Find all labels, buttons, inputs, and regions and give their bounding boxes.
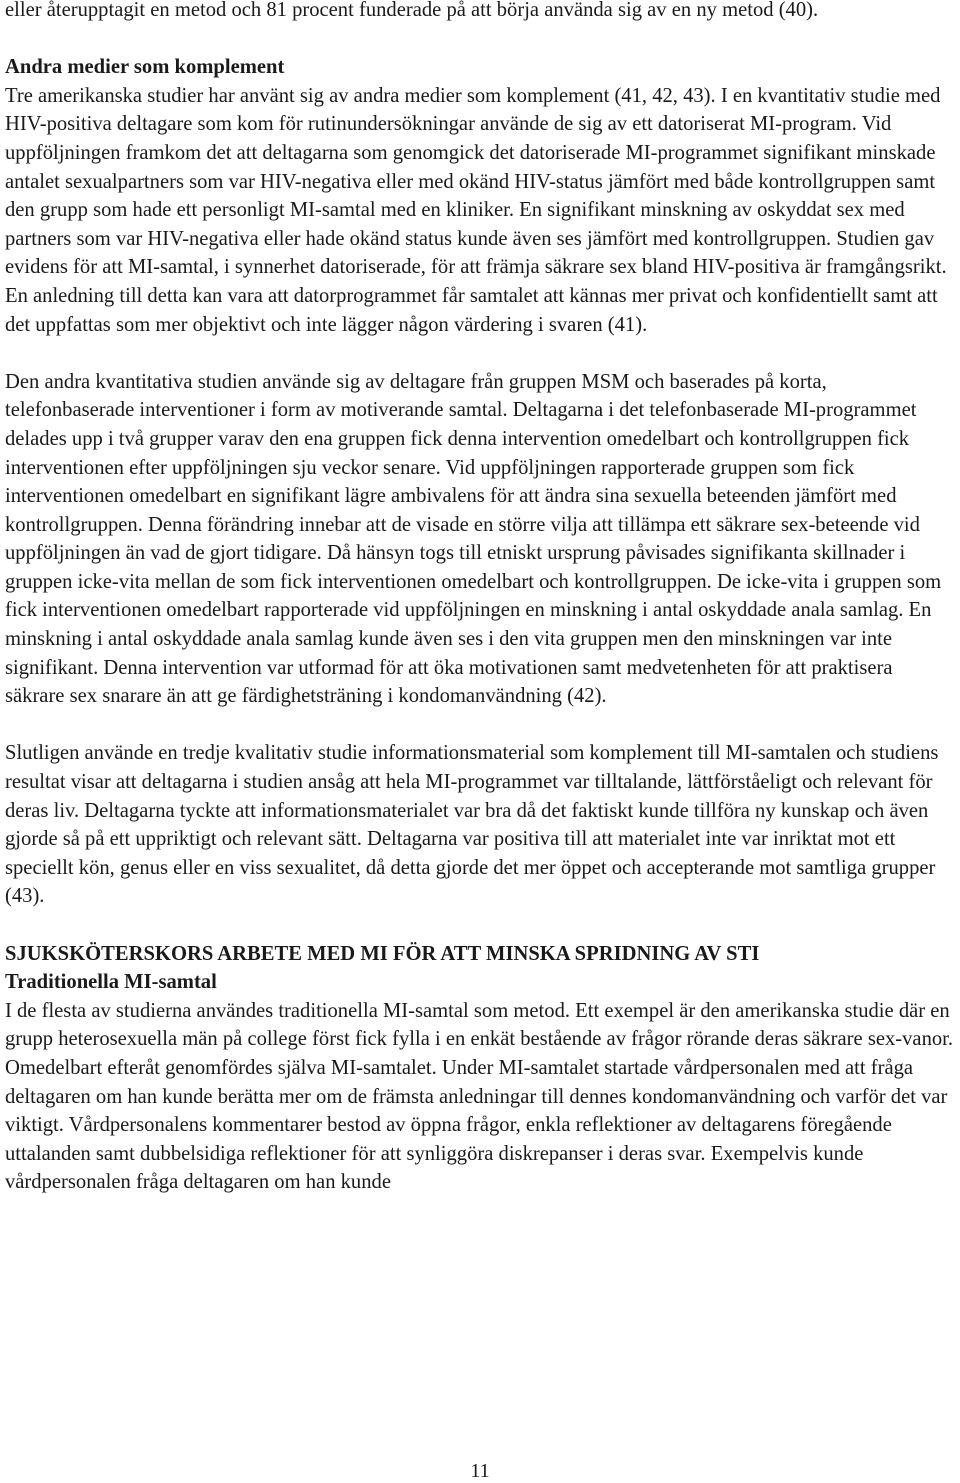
chapter-heading-sjukskoterskors-arbete: SJUKSKÖTERSKORS ARBETE MED MI FÖR ATT MINSKA SPRIDNING AV STI: [5, 942, 760, 965]
paragraph-telefonbaserade: Den andra kvantitativa studien använde sig av deltagare från gruppen MSM och baserades på korta, telefonbaserade interventioner i form av motiverande samtal. Deltagarna i det telefonbaserade MI-programmet delades upp i två grupper varav den ena gruppen fick denna intervention omedelbart och kontrollgruppen fick interventionen efter uppföljningen sju veckor senare. Vid uppföljningen rapporterade gruppen som fick interventionen omedelbart en signifikant lägre ambivalens för att ändra sina sexuella beteenden jämfört med kontrollgruppen. Denna förändring innebar att de visade en större vilja att tillämpa ett säkrare sex-beteende vid uppföljningen än vad de gjort tidigare. Då hänsyn togs till etniskt ursprung påvisades signifikanta skillnader i gruppen icke-vita mellan de som fick interventionen omedelbart och kontrollgruppen. De icke-vita i gruppen som fick interventionen omedelbart rapporterade vid uppföljningen en minskning i antal oskyddade anala samlag. En minskning i antal oskyddade anala samlag kunde även ses i den vita gruppen men den minskningen var inte signifikant. Denna intervention var utformad för att öka motivationen samt medvetenheten för att praktisera säkrare sex snarare än att ge färdighetsträning i kondomanvändning (42).: [5, 370, 942, 708]
paragraph-gap: [5, 25, 957, 54]
document-page: [5, 0, 957, 1197]
paragraph-datoriserat-mi: Tre amerikanska studier har använt sig av andra medier som komplement (41, 42, 43). I en kvantitativ studie med HIV-positiva deltagare som kom för rutinundersökningar använde de sig av ett datoriserat MI-program. Vid uppföljningen framkom det att deltagarna som genomgick det datoriserade MI-programmet signifikant minskade antalet sexualpartners som var HIV-negativa eller med okänd HIV-status jämfört med både kontrollgruppen samt den grupp som hade ett personligt MI-samtal med en kliniker. En signifikant minskning av oskyddat sex med partners som var HIV-negativa eller hade okänd status kunde även ses jämfört med kontrollgruppen. Studien gav evidens för att MI-samtal, i synnerhet datoriserade, för att främja säkrare sex bland HIV-positiva är framgångsrikt. En anledning till detta kan vara att datorprogrammet får samtalet att kännas mer privat och konfidentiellt samt att det uppfattas som mer objektivt och inte lägger någon värdering i svaren (41).: [5, 84, 947, 336]
page-number: 11: [470, 1460, 490, 1482]
section-heading-traditionella: Traditionella MI-samtal: [5, 971, 217, 994]
section-heading-andra-medier: Andra medier som komplement: [5, 56, 285, 79]
paragraph-informationsmaterial: Slutligen använde en tredje kvalitativ studie informationsmaterial som komplement till MI-samtalen och studiens resultat visar att deltagarna i studien ansåg att hela MI-programmet var tilltalande, lättförståeligt och relevant för deras liv. Deltagarna tyckte att informationsmaterialet var bra då det faktiskt kunde tillföra ny kunskap och även gjorde så på ett uppriktigt och relevant sätt. Deltagarna var positiva till att materialet inte var inriktat mot ett speciellt kön, genus eller en viss sexualitet, då detta gjorde det mer öppet och accepterande mot samtliga grupper (43).: [5, 742, 939, 908]
paragraph-gap: [5, 711, 957, 740]
paragraph-gap: [5, 339, 957, 368]
paragraph-traditionella-mi: I de flesta av studierna användes traditionella MI-samtal som metod. Ett exempel är den amerikanska studie där en grupp heterosexuella män på college först fick fylla i en enkät bestående av frågor rörande deras säkrare sex-vanor. Omedelbart efteråt genomfördes själva MI-samtalet. Under MI-samtalet startade vårdpersonalen med att fråga deltagaren om han kunde berätta mer om de främsta anledningar till dennes kondomanvändning och varför det var viktigt. Vårdpersonalens kommentarer bestod av öppna frågor, enkla reflektioner av deltagarens föregående uttalanden samt dubbelsidiga reflektioner för att synliggöra diskrepanser i deras svar. Exempelvis kunde vårdpersonalen fråga deltagaren om han kunde: [5, 999, 954, 1194]
paragraph-gap: [5, 911, 957, 940]
intro-paragraph: eller återupptagit en metod och 81 procent funderade på att börja använda sig av en ny metod (40).: [5, 0, 819, 21]
